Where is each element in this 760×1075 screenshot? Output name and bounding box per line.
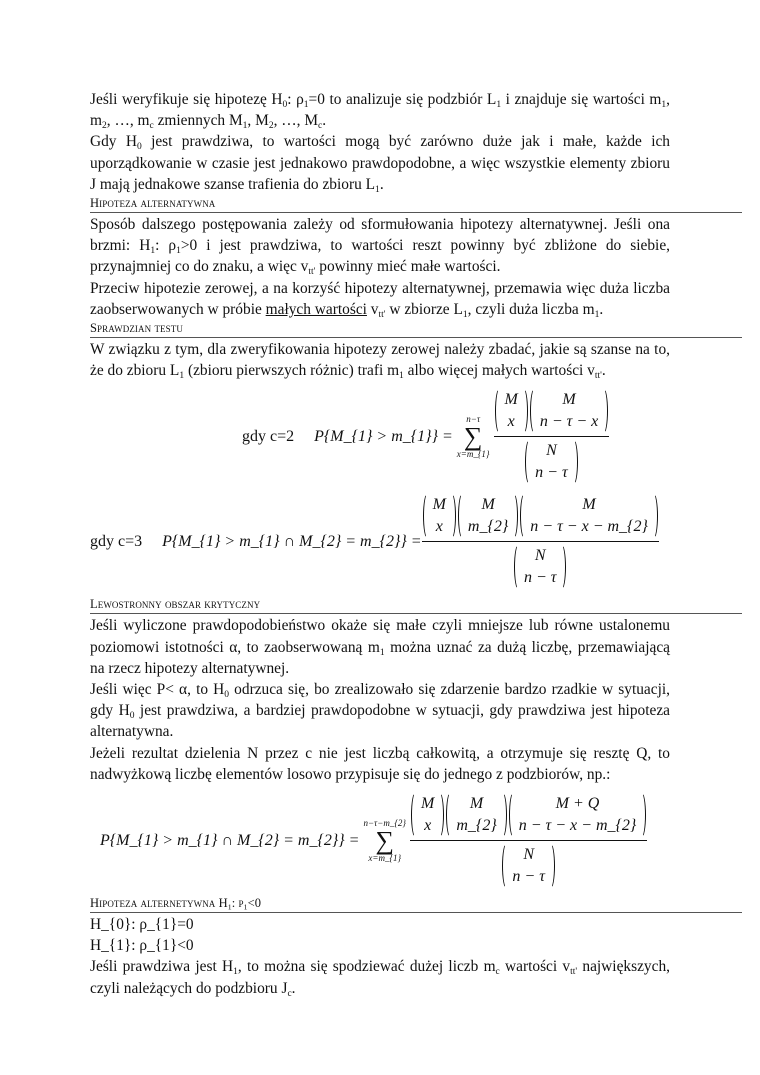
denominator	[501, 842, 556, 890]
binomial-term: n − τ	[535, 464, 568, 482]
subscript: 1	[176, 245, 181, 257]
formula-lhs: P{M_{1} > m_{1} ∩ M_{2} = m_{2}} =	[162, 532, 422, 550]
intro-section	[90, 89, 670, 195]
fraction-bar	[494, 436, 610, 437]
binomial-coefficient	[494, 387, 529, 435]
document-page	[90, 89, 742, 999]
subscript: 1	[179, 370, 185, 382]
numerator	[410, 791, 647, 839]
heading-lewostronny-obszar: Lewostronny obszar krytyczny	[90, 597, 742, 614]
section-sprawdzian-testu	[90, 339, 670, 381]
binomial-coefficient	[513, 543, 568, 591]
sum-lower-limit: x=m_{1}	[456, 448, 490, 459]
subscript: tt'	[570, 966, 578, 978]
binomial-term: M	[432, 496, 446, 514]
formula-remainder	[100, 791, 742, 890]
binomial-term: M	[481, 496, 495, 514]
subscript: 1	[661, 98, 667, 110]
subscript: c	[149, 120, 154, 132]
binomial-term: m_{2}	[456, 817, 497, 835]
numerator	[494, 387, 610, 435]
sum-upper-limit: n−τ−m_{2}	[363, 817, 407, 828]
subscript: 0	[136, 141, 142, 153]
binomial-term: N	[523, 846, 534, 864]
sigma-icon: ∑	[375, 825, 395, 855]
paragraph: H_{1}: ρ_{1}<0	[90, 937, 194, 955]
subscript: 0	[129, 710, 135, 722]
paragraph: H_{0}: ρ_{1}=0	[90, 916, 194, 934]
subscript: tt'	[378, 308, 386, 320]
heading-sprawdzian-testu: Sprawdzian testu	[90, 321, 742, 338]
binomial-term: M	[421, 795, 435, 813]
subscript: 1	[150, 245, 156, 257]
fraction	[422, 492, 659, 591]
sum-lower-limit: x=m_{1}	[368, 852, 402, 863]
binomial-term: M	[562, 391, 576, 409]
subscript: 0	[282, 98, 288, 110]
fraction	[410, 791, 647, 890]
binomial-coefficient	[524, 438, 579, 486]
subscript: c	[287, 987, 292, 999]
binomial-coefficient	[422, 492, 457, 540]
binomial-term: m_{2}	[467, 518, 509, 536]
paragraph: W związku z tym, dla zweryfikowania hipotezy zerowej należy zbadać, jakie są szanse na to, że do zbioru $L_1$ (zbioru pierwszych różnic) trafi $m_1$ albo więcej małych wartości $v_{tt'}$.	[90, 341, 670, 382]
binomial-term: x	[424, 817, 432, 835]
binomial-term: M	[469, 795, 484, 813]
formula-label: gdy c=3	[90, 532, 143, 550]
subscript: c	[318, 120, 323, 132]
subscript: 2	[268, 120, 274, 132]
formula-c3	[90, 492, 742, 591]
underlined-text: małych wartości	[265, 300, 367, 318]
section-hipoteza-alternatywna	[90, 214, 670, 320]
subscript: tt'	[594, 370, 602, 382]
binomial-term: x	[507, 413, 515, 431]
subscript: 1	[303, 98, 309, 110]
sum-symbol	[457, 414, 490, 460]
binomial-term: x	[435, 518, 443, 536]
binomial-term: N	[534, 547, 546, 565]
subscript: 1	[462, 308, 468, 320]
paragraph: Jeśli prawdziwa jest $H_1$, to można się spodziewać dużej liczb $m_c$ wartości $v_{tt'}$ największych, czyli należących do podzbioru $J_c$.	[90, 958, 670, 999]
binomial-term: n − τ − x	[539, 413, 599, 431]
subscript: 1	[399, 370, 404, 382]
denominator	[513, 543, 568, 591]
fraction	[494, 387, 610, 486]
subscript: 1	[227, 902, 232, 912]
numerator	[422, 492, 659, 540]
binomial-coefficient	[529, 387, 609, 435]
sum-symbol	[363, 818, 406, 864]
section-lewostronny-obszar	[90, 615, 670, 785]
sum-upper-limit: n−τ	[466, 413, 481, 424]
subscript: 2	[101, 120, 107, 132]
paragraph: Jeśli więc P< α, to $H_0$ odrzuca się, bo zrealizowało się zdarzenie bardzo rzadkie w sytuacji, gdy $H_0$ jest prawdziwa, a bardziej prawdopodobne w sytuacji, gdy prawdziwa jest hipoteza alternatywna.	[90, 681, 670, 741]
paragraph: Jeśli weryfikuje się hipotezę $H_0$: $\rho_1=0$ to analizuje się podzbiór $L_1$ i znajduje się wartości $m_1$, $m_2$, …, $m_c$ zmiennych $M_1$, $M_2$, …, $M_c$.	[90, 91, 671, 132]
subscript: 1	[243, 902, 248, 912]
binomial-term: n − τ − x − m_{2}	[518, 817, 637, 835]
binomial-term: M + Q	[555, 795, 600, 813]
formula-label: gdy c=2	[242, 427, 295, 445]
formula-lhs: P{M_{1} > m_{1} ∩ M_{2} = m_{2}} =	[100, 831, 360, 849]
fraction-bar	[422, 541, 659, 542]
binomial-coefficient	[410, 791, 445, 839]
binomial-coefficient	[445, 791, 507, 839]
subscript: 1	[233, 966, 238, 978]
heading-hipoteza-alternatywna: Hipoteza alternatywna	[90, 196, 742, 213]
binomial-term: n − τ − x − m_{2}	[530, 518, 648, 536]
binomial-coefficient	[508, 791, 648, 839]
sigma-icon: ∑	[463, 421, 483, 451]
subscript: 1	[242, 120, 248, 132]
paragraph: Jeśli wyliczone prawdopodobieństwo okaże się małe czyli mniejsze lub równe ustalonemu poziomowi istotności α, to zaobserwowaną $m_1$ można uznać za dużą liczbę, przemawiającą na rzecz hipotezy alternatywnej.	[90, 617, 671, 677]
binomial-term: n − τ	[523, 569, 557, 587]
subscript: tt'	[308, 266, 316, 278]
paragraph: Gdy $H_0$ jest prawdziwa, to wartości mogą być zarówno duże jak i małe, każde ich uporządkowanie w czasie jest jednakowo prawdopodobne, a więc wszystkie elementy zbioru J mają jednakowe szanse trafienia do zbioru $L_1$.	[90, 133, 671, 195]
denominator	[524, 438, 579, 486]
subscript: 1	[379, 646, 385, 658]
binomial-term: M	[582, 496, 596, 514]
fraction-bar	[410, 840, 647, 841]
subscript: 0	[224, 688, 230, 700]
subscript: 1	[594, 308, 600, 320]
section-hipoteza-h1	[90, 914, 670, 999]
subscript: c	[495, 966, 500, 978]
formula-lhs: P{M_{1} > m_{1}} =	[314, 427, 453, 445]
binomial-term: n − τ	[512, 868, 545, 886]
paragraph: Przeciw hipotezie zerowej, a na korzyść hipotezy alternatywnej, przemawia więc duża liczba zaobserwowanych w próbie małych wartości $v_{tt'}$ w zbiorze $L_1$, czyli duża liczba $m_1$.	[90, 279, 670, 320]
binomial-term: M	[504, 391, 518, 409]
formula-c2	[242, 387, 742, 486]
paragraph: Jeżeli rezultat dzielenia N przez c nie jest liczbą całkowitą, a otrzymuje się resztę Q, to nadwyżkową liczbę elementów losowo przypisuje się do jednego z podzbiorów, np.:	[90, 744, 670, 783]
binomial-coefficient	[457, 492, 519, 540]
binomial-term: N	[546, 442, 557, 460]
binomial-coefficient	[519, 492, 659, 540]
binomial-coefficient	[501, 842, 556, 890]
subscript: 1	[375, 183, 380, 195]
paragraph: Sposób dalszego postępowania zależy od sformułowania hipotezy alternatywnej. Jeśli ona brzmi: $H_1$: $\rho_1>0$ i jest prawdziwa, to wartości reszt powinny być zbliżone do siebie, przynajmniej co do znaku, a więc $v_{tt'}$ powinny mieć małe wartości.	[90, 216, 671, 278]
heading-hipoteza-h1: Hipoteza alternetywna $H_1$: $p_1<0$	[90, 896, 742, 913]
subscript: 1	[496, 98, 502, 110]
